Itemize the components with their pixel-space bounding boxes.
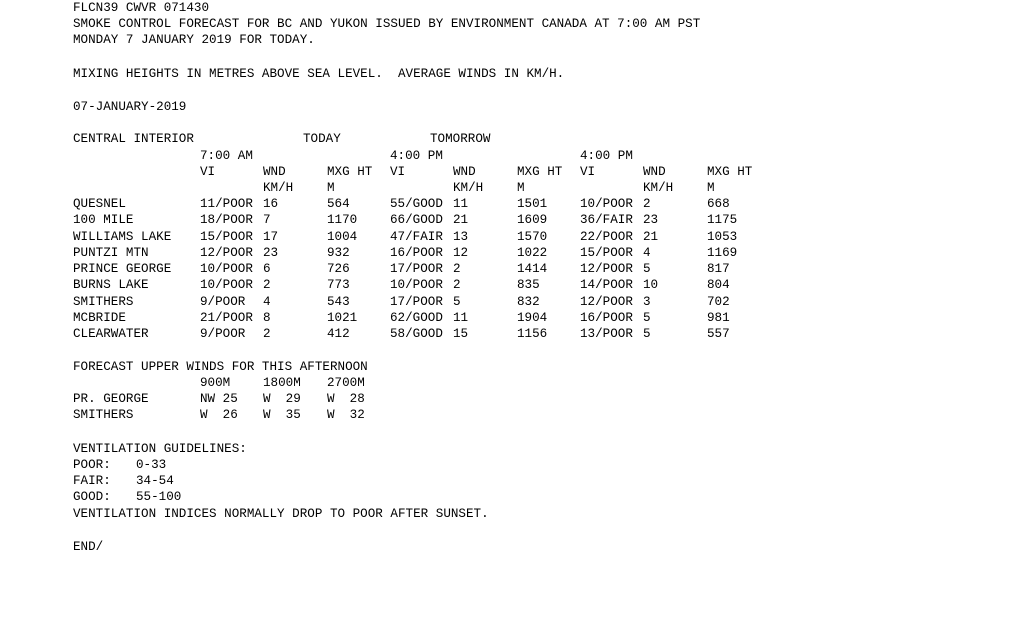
guideline-good <box>73 489 182 505</box>
unit-header-row <box>73 180 715 196</box>
table-cell: 5 <box>643 327 651 341</box>
forecast-date: 07-JANUARY-2019 <box>73 100 187 114</box>
table-cell: 412 <box>327 327 350 341</box>
upper-winds-title: FORECAST UPPER WINDS FOR THIS AFTERNOON <box>73 360 368 374</box>
table-cell: 15 <box>453 327 469 341</box>
station-name: 100 MILE <box>73 213 134 228</box>
table-cell: 557 <box>707 327 730 341</box>
station-name: WILLIAMS LAKE <box>73 229 172 244</box>
upper-winds-levels <box>73 375 365 391</box>
ventilation-title: VENTILATION GUIDELINES: <box>73 442 247 456</box>
table-cell: 2 <box>453 262 461 276</box>
table-cell: 702 <box>707 294 730 309</box>
table-cell: 5 <box>643 310 651 325</box>
table-cell: 36/FAIR <box>580 213 633 228</box>
table-cell: 5 <box>453 294 461 309</box>
table-cell: 543 <box>327 294 350 309</box>
table-cell: 12/POOR <box>580 262 633 276</box>
table-cell: 18/POOR <box>200 213 253 228</box>
table-cell: 5 <box>643 262 651 276</box>
table-cell: 773 <box>327 278 350 293</box>
col-vi: VI <box>580 165 596 179</box>
guideline-label: POOR: <box>73 458 111 472</box>
guideline-label: GOOD: <box>73 490 111 504</box>
table-cell: 12/POOR <box>580 294 633 309</box>
station-name: PR. GEORGE <box>73 392 149 406</box>
table-cell: 11 <box>453 310 469 325</box>
time-today-afternoon: 4:00 PM <box>390 149 443 163</box>
table-cell: 14/POOR <box>580 278 633 293</box>
region-label: CENTRAL INTERIOR <box>73 132 194 146</box>
table-header-row <box>73 131 491 147</box>
guideline-poor <box>73 457 167 473</box>
table-cell: 17 <box>263 229 279 244</box>
table-cell: 3 <box>643 294 651 309</box>
bulletin-title: SMOKE CONTROL FORECAST FOR BC AND YUKON ISSUED BY ENVIRONMENT CANADA AT 7:00 AM PST <box>73 17 701 31</box>
table-cell: 12 <box>453 245 469 260</box>
table-cell: 981 <box>707 310 730 325</box>
table-cell: 7 <box>263 213 271 228</box>
level-900m: 900M <box>200 376 231 390</box>
guideline-range: 34-54 <box>136 474 174 488</box>
col-vi: VI <box>200 165 216 179</box>
col-vi: VI <box>390 165 406 179</box>
table-cell: 1904 <box>517 310 548 325</box>
upper-wind-value: NW 25 <box>200 392 238 406</box>
col-kmh: KM/H <box>263 181 294 195</box>
table-cell: 55/GOOD <box>390 197 443 211</box>
col-wnd: WND <box>263 165 286 179</box>
table-cell: 1175 <box>707 213 738 228</box>
table-cell: 1053 <box>707 229 738 244</box>
table-cell: 2 <box>453 278 461 293</box>
units-note: MIXING HEIGHTS IN METRES ABOVE SEA LEVEL. AVERAGE WINDS IN KM/H. <box>73 67 565 81</box>
bulletin-id: FLCN39 CWVR 071430 <box>73 1 210 15</box>
station-name: MCBRIDE <box>73 310 126 325</box>
column-header-row <box>73 164 753 180</box>
table-cell: 10 <box>643 278 659 293</box>
table-cell: 15/POOR <box>200 229 253 244</box>
upper-wind-value: W 29 <box>263 392 301 406</box>
table-cell: 47/FAIR <box>390 229 443 244</box>
col-mxg-ht: MXG HT <box>707 165 753 179</box>
table-cell: 4 <box>643 245 651 260</box>
table-cell: 11 <box>453 197 469 211</box>
col-kmh: KM/H <box>643 181 674 195</box>
table-cell: 1570 <box>517 229 548 244</box>
table-cell: 12/POOR <box>200 245 253 260</box>
table-cell: 16/POOR <box>580 310 633 325</box>
time-today-morning: 7:00 AM <box>200 149 253 163</box>
table-cell: 21/POOR <box>200 310 253 325</box>
table-cell: 58/GOOD <box>390 327 443 341</box>
table-cell: 22/POOR <box>580 229 633 244</box>
table-cell: 21 <box>453 213 469 228</box>
today-label: TODAY <box>303 132 341 146</box>
station-name: SMITHERS <box>73 408 134 422</box>
col-m: M <box>517 181 525 195</box>
col-kmh: KM/H <box>453 181 484 195</box>
table-cell: 1021 <box>327 310 358 325</box>
table-cell: 8 <box>263 310 271 325</box>
table-cell: 1609 <box>517 213 548 228</box>
table-cell: 17/POOR <box>390 262 443 276</box>
col-mxg-ht: MXG HT <box>327 165 373 179</box>
guideline-range: 55-100 <box>136 490 182 504</box>
table-cell: 10/POOR <box>200 262 253 276</box>
table-cell: 17/POOR <box>390 294 443 309</box>
table-cell: 2 <box>263 327 271 341</box>
station-name: BURNS LAKE <box>73 278 149 293</box>
table-cell: 835 <box>517 278 540 293</box>
table-cell: 4 <box>263 294 271 309</box>
time-tomorrow-afternoon: 4:00 PM <box>580 149 633 163</box>
table-cell: 1156 <box>517 327 548 341</box>
table-cell: 66/GOOD <box>390 213 443 228</box>
table-cell: 1501 <box>517 197 548 211</box>
station-name: PUNTZI MTN <box>73 245 149 260</box>
level-2700m: 2700M <box>327 376 365 390</box>
table-cell: 21 <box>643 229 659 244</box>
level-1800m: 1800M <box>263 376 301 390</box>
upper-wind-value: W 28 <box>327 392 365 406</box>
col-mxg-ht: MXG HT <box>517 165 563 179</box>
table-cell: 1004 <box>327 229 358 244</box>
table-cell: 9/POOR <box>200 294 246 309</box>
upper-wind-value: W 32 <box>327 408 365 422</box>
table-cell: 23 <box>263 245 279 260</box>
table-cell: 16 <box>263 197 279 211</box>
table-cell: 932 <box>327 245 350 260</box>
tomorrow-label: TOMORROW <box>430 132 491 146</box>
table-cell: 804 <box>707 278 730 293</box>
upper-wind-value: W 26 <box>200 408 238 422</box>
table-cell: 10/POOR <box>580 197 633 211</box>
table-cell: 1170 <box>327 213 358 228</box>
table-cell: 62/GOOD <box>390 310 443 325</box>
station-name: SMITHERS <box>73 294 134 309</box>
table-cell: 2 <box>643 197 651 211</box>
table-cell: 817 <box>707 262 730 276</box>
table-cell: 6 <box>263 262 271 276</box>
col-m: M <box>327 181 335 195</box>
end-marker: END/ <box>73 540 104 554</box>
table-cell: 13/POOR <box>580 327 633 341</box>
table-cell: 11/POOR <box>200 197 253 211</box>
guideline-range: 0-33 <box>136 458 167 472</box>
table-cell: 726 <box>327 262 350 276</box>
upper-wind-value: W 35 <box>263 408 301 422</box>
table-cell: 10/POOR <box>390 278 443 293</box>
table-cell: 832 <box>517 294 540 309</box>
table-cell: 23 <box>643 213 659 228</box>
guideline-fair <box>73 473 174 489</box>
table-cell: 15/POOR <box>580 245 633 260</box>
guideline-label: FAIR: <box>73 474 111 488</box>
station-name: CLEARWATER <box>73 327 149 341</box>
table-cell: 1414 <box>517 262 548 276</box>
table-cell: 16/POOR <box>390 245 443 260</box>
table-cell: 9/POOR <box>200 327 246 341</box>
station-name: QUESNEL <box>73 197 126 211</box>
station-name: PRINCE GEORGE <box>73 262 172 276</box>
table-cell: 1169 <box>707 245 738 260</box>
ventilation-note: VENTILATION INDICES NORMALLY DROP TO POOR AFTER SUNSET. <box>73 507 489 521</box>
table-cell: 10/POOR <box>200 278 253 293</box>
col-wnd: WND <box>643 165 666 179</box>
col-m: M <box>707 181 715 195</box>
table-cell: 2 <box>263 278 271 293</box>
bulletin-validity: MONDAY 7 JANUARY 2019 FOR TODAY. <box>73 33 315 47</box>
col-wnd: WND <box>453 165 476 179</box>
table-cell: 668 <box>707 197 730 211</box>
table-cell: 1022 <box>517 245 548 260</box>
time-row <box>73 148 633 164</box>
table-cell: 564 <box>327 197 350 211</box>
table-cell: 13 <box>453 229 469 244</box>
